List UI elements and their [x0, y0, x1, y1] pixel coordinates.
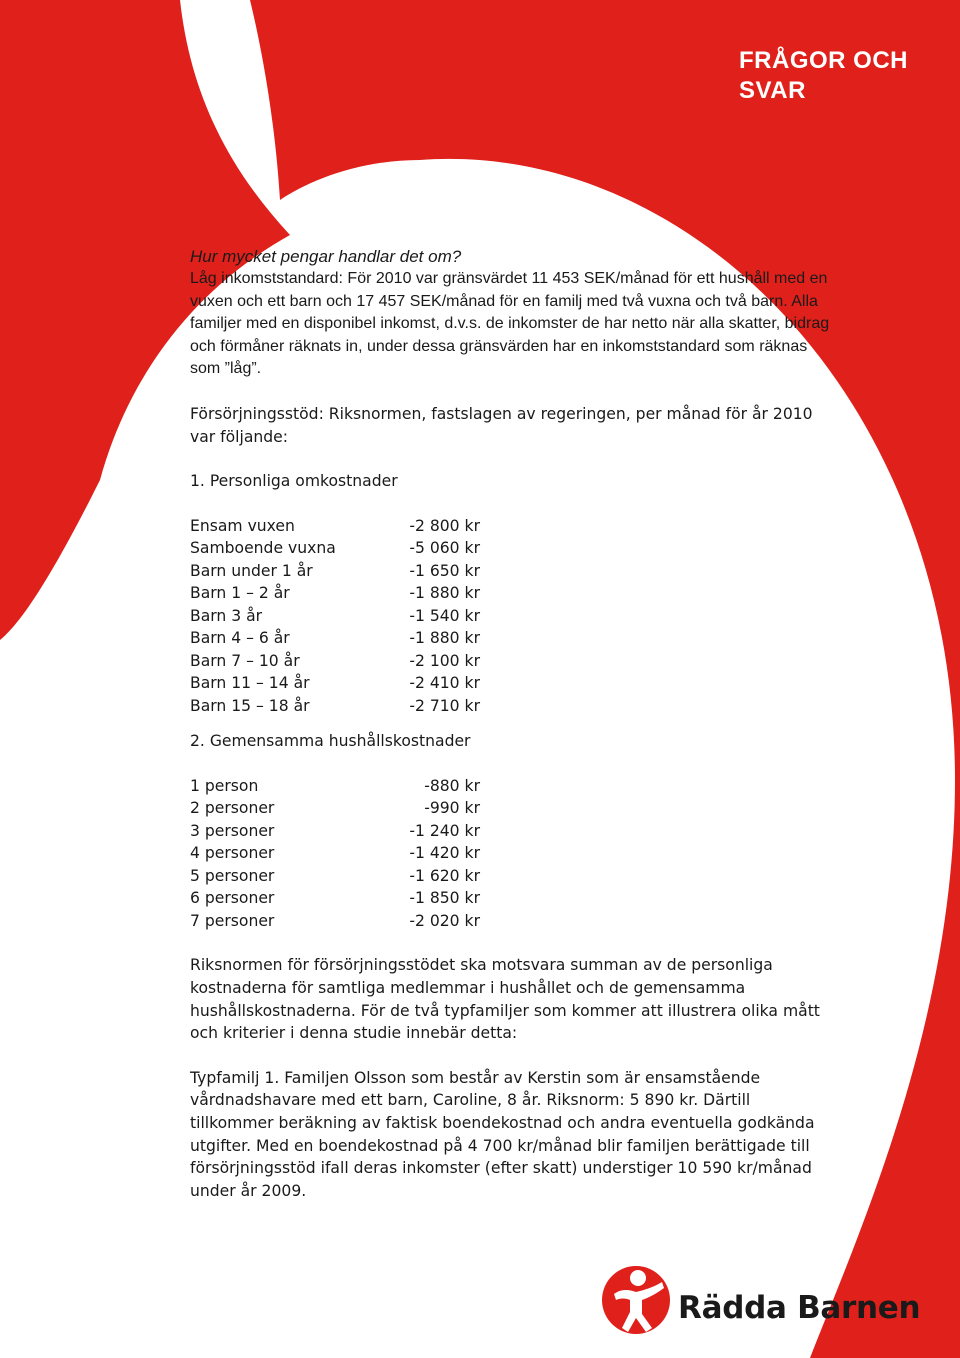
row-value: -2 020 kr	[409, 911, 480, 930]
row-value: -2 410 kr	[409, 674, 480, 693]
row-value: -1 540 kr	[409, 606, 480, 625]
table-row	[190, 887, 480, 910]
row-value: -1 880 kr	[409, 584, 480, 603]
typfamilj-paragraph: Typfamilj 1. Familjen Olsson som består av Kerstin som är ensamstående vårdnadshavare med ett barn, Caroline, 8 år. Riksnorm: 5 890 kr. Därtill tillkommer beräkning av faktisk boendekostnad och andra eventuella godkända utgifter. Med en boendekostnad på 4 700 kr/månad blir familjen berättigade till försörjningsstöd ifall deras inkomster (efter skatt) understiger 10 590 kr/månad under år 2009.	[190, 1068, 815, 1200]
riksnorm-intro-paragraph: Försörjningsstöd: Riksnormen, fastslagen av regeringen, per månad för år 2010 var följande:	[190, 404, 813, 446]
row-label: Barn 15 – 18 år	[190, 696, 310, 715]
row-label: Ensam vuxen	[190, 516, 295, 535]
table-row	[190, 775, 480, 798]
row-value: -2 100 kr	[409, 651, 480, 670]
row-value: -1 650 kr	[409, 561, 480, 580]
row-value: -2 800 kr	[409, 516, 480, 535]
page-header-title	[739, 46, 949, 106]
row-label: Barn 4 – 6 år	[190, 629, 290, 648]
personal-costs-table	[190, 515, 480, 718]
table-row	[190, 627, 480, 650]
row-label: 4 personer	[190, 844, 275, 863]
row-label: Barn 11 – 14 år	[190, 674, 310, 693]
table-row	[190, 537, 480, 560]
main-content	[190, 246, 830, 1202]
row-value: -990 kr	[424, 799, 480, 818]
table-row	[190, 910, 480, 933]
row-label: 2 personer	[190, 799, 275, 818]
logo-wordmark: Rädda Barnen	[678, 1290, 921, 1326]
household-costs-table	[190, 775, 480, 933]
row-value: -1 620 kr	[409, 866, 480, 885]
section1-heading: 1. Personliga omkostnader	[190, 472, 398, 491]
section2-heading: 2. Gemensamma hushållskostnader	[190, 732, 471, 751]
table-row	[190, 672, 480, 695]
row-value: -1 850 kr	[409, 889, 480, 908]
table-row	[190, 797, 480, 820]
row-value: -880 kr	[424, 776, 480, 795]
row-value: -1 240 kr	[409, 821, 480, 840]
row-label: Barn 3 år	[190, 606, 263, 625]
intro-paragraph: Låg inkomststandard: För 2010 var gränsvärdet 11 453 SEK/månad för ett hushåll med en vuxen och ett barn och 17 457 SEK/månad för en familj med två vuxna och två barn. Alla familjer med en disponibel inkomst, d.v.s. de inkomster de har netto när alla skatter, bidrag och förmåner räknats in, under dessa gränsvärden har en inkomststandard som räknas som ”låg”.	[190, 270, 830, 378]
row-label: Barn 7 – 10 år	[190, 651, 300, 670]
row-value: -2 710 kr	[409, 696, 480, 715]
row-label: 1 person	[190, 776, 259, 795]
row-label: 5 personer	[190, 866, 275, 885]
row-label: Samboende vuxna	[190, 539, 336, 558]
row-label: 6 personer	[190, 889, 275, 908]
row-label: 3 personer	[190, 821, 275, 840]
row-label: Barn 1 – 2 år	[190, 584, 290, 603]
running-child-icon	[600, 1258, 676, 1338]
row-value: -5 060 kr	[409, 539, 480, 558]
row-value: -1 420 kr	[409, 844, 480, 863]
table-row	[190, 865, 480, 888]
table-row	[190, 605, 480, 628]
row-label: Barn under 1 år	[190, 561, 313, 580]
row-label: 7 personer	[190, 911, 275, 930]
table-row	[190, 582, 480, 605]
table-row	[190, 515, 480, 538]
table-row	[190, 650, 480, 673]
radda-barnen-logo	[600, 1258, 921, 1338]
header-title-line1: FRÅGOR OCH	[739, 47, 908, 74]
table-row	[190, 842, 480, 865]
question-heading: Hur mycket pengar handlar det om?	[190, 247, 462, 266]
table-row	[190, 695, 480, 718]
header-title-line2: SVAR	[739, 77, 806, 104]
row-value: -1 880 kr	[409, 629, 480, 648]
summary-paragraph: Riksnormen för försörjningsstödet ska motsvara summan av de personliga kostnaderna för samtliga medlemmar i hushållet och de gemensamma hushållskostnaderna. För de två typfamiljer som kommer att illustrera olika mått och kriterier i denna studie innebär detta:	[190, 956, 820, 1043]
table-row	[190, 560, 480, 583]
table-row	[190, 820, 480, 843]
